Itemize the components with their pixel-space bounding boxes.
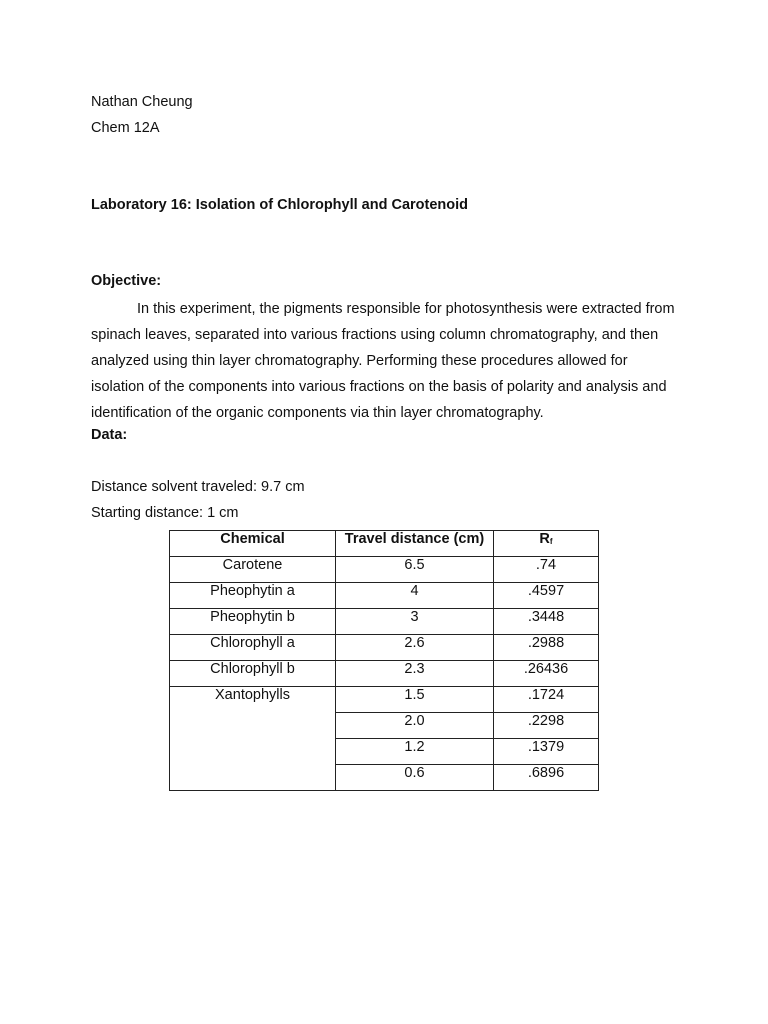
cell-chemical: Chlorophyll a [170,635,336,661]
cell-travel: 6.5 [336,557,494,583]
cell-chemical: Pheophytin b [170,609,336,635]
table-row [170,583,599,609]
solvent-distance: Distance solvent traveled: 9.7 cm [91,479,305,495]
table-header-row [170,531,599,557]
starting-distance: Starting distance: 1 cm [91,505,239,521]
table-row [170,661,599,687]
cell-rf: .6896 [494,765,599,791]
header-rf-subscript: f [549,537,553,546]
cell-travel: 1.5 [336,687,494,713]
cell-rf: .1724 [494,687,599,713]
cell-travel: 2.3 [336,661,494,687]
table-row [170,635,599,661]
cell-rf: .3448 [494,609,599,635]
header-rf [494,531,599,557]
objective-paragraph [91,296,681,426]
cell-travel: 2.0 [336,713,494,739]
objective-heading: Objective: [91,273,162,289]
table-row [170,687,599,713]
document-title: Laboratory 16: Isolation of Chlorophyll and Carotenoid [91,197,469,213]
cell-travel: 1.2 [336,739,494,765]
cell-rf: .1379 [494,739,599,765]
objective-text: In this experiment, the pigments responsible for photosynthesis were extracted from spinach leaves, separated into various fractions using column chromatography, and then analyzed using thin layer chromatography. Performing these procedures allowed for isolation of the components into various fractions on the basis of polarity and analysis and identification of the organic components via thin layer chromatography. [91,301,675,421]
table-row [170,609,599,635]
cell-travel: 0.6 [336,765,494,791]
cell-travel: 2.6 [336,635,494,661]
course-name: Chem 12A [91,120,160,136]
header-rf-main: R [539,531,550,547]
header-chemical: Chemical [170,531,336,557]
data-heading: Data: [91,427,128,443]
cell-chemical: Chlorophyll b [170,661,336,687]
cell-chemical-xantophylls: Xantophylls [170,687,336,791]
cell-travel: 3 [336,609,494,635]
cell-chemical: Pheophytin a [170,583,336,609]
cell-rf: .2988 [494,635,599,661]
cell-rf: .74 [494,557,599,583]
cell-chemical: Carotene [170,557,336,583]
table-row [170,557,599,583]
cell-rf: .4597 [494,583,599,609]
header-travel-distance: Travel distance (cm) [336,531,494,557]
cell-travel: 4 [336,583,494,609]
cell-rf: .26436 [494,661,599,687]
cell-rf: .2298 [494,713,599,739]
results-table [169,530,599,791]
author-name: Nathan Cheung [91,94,193,110]
